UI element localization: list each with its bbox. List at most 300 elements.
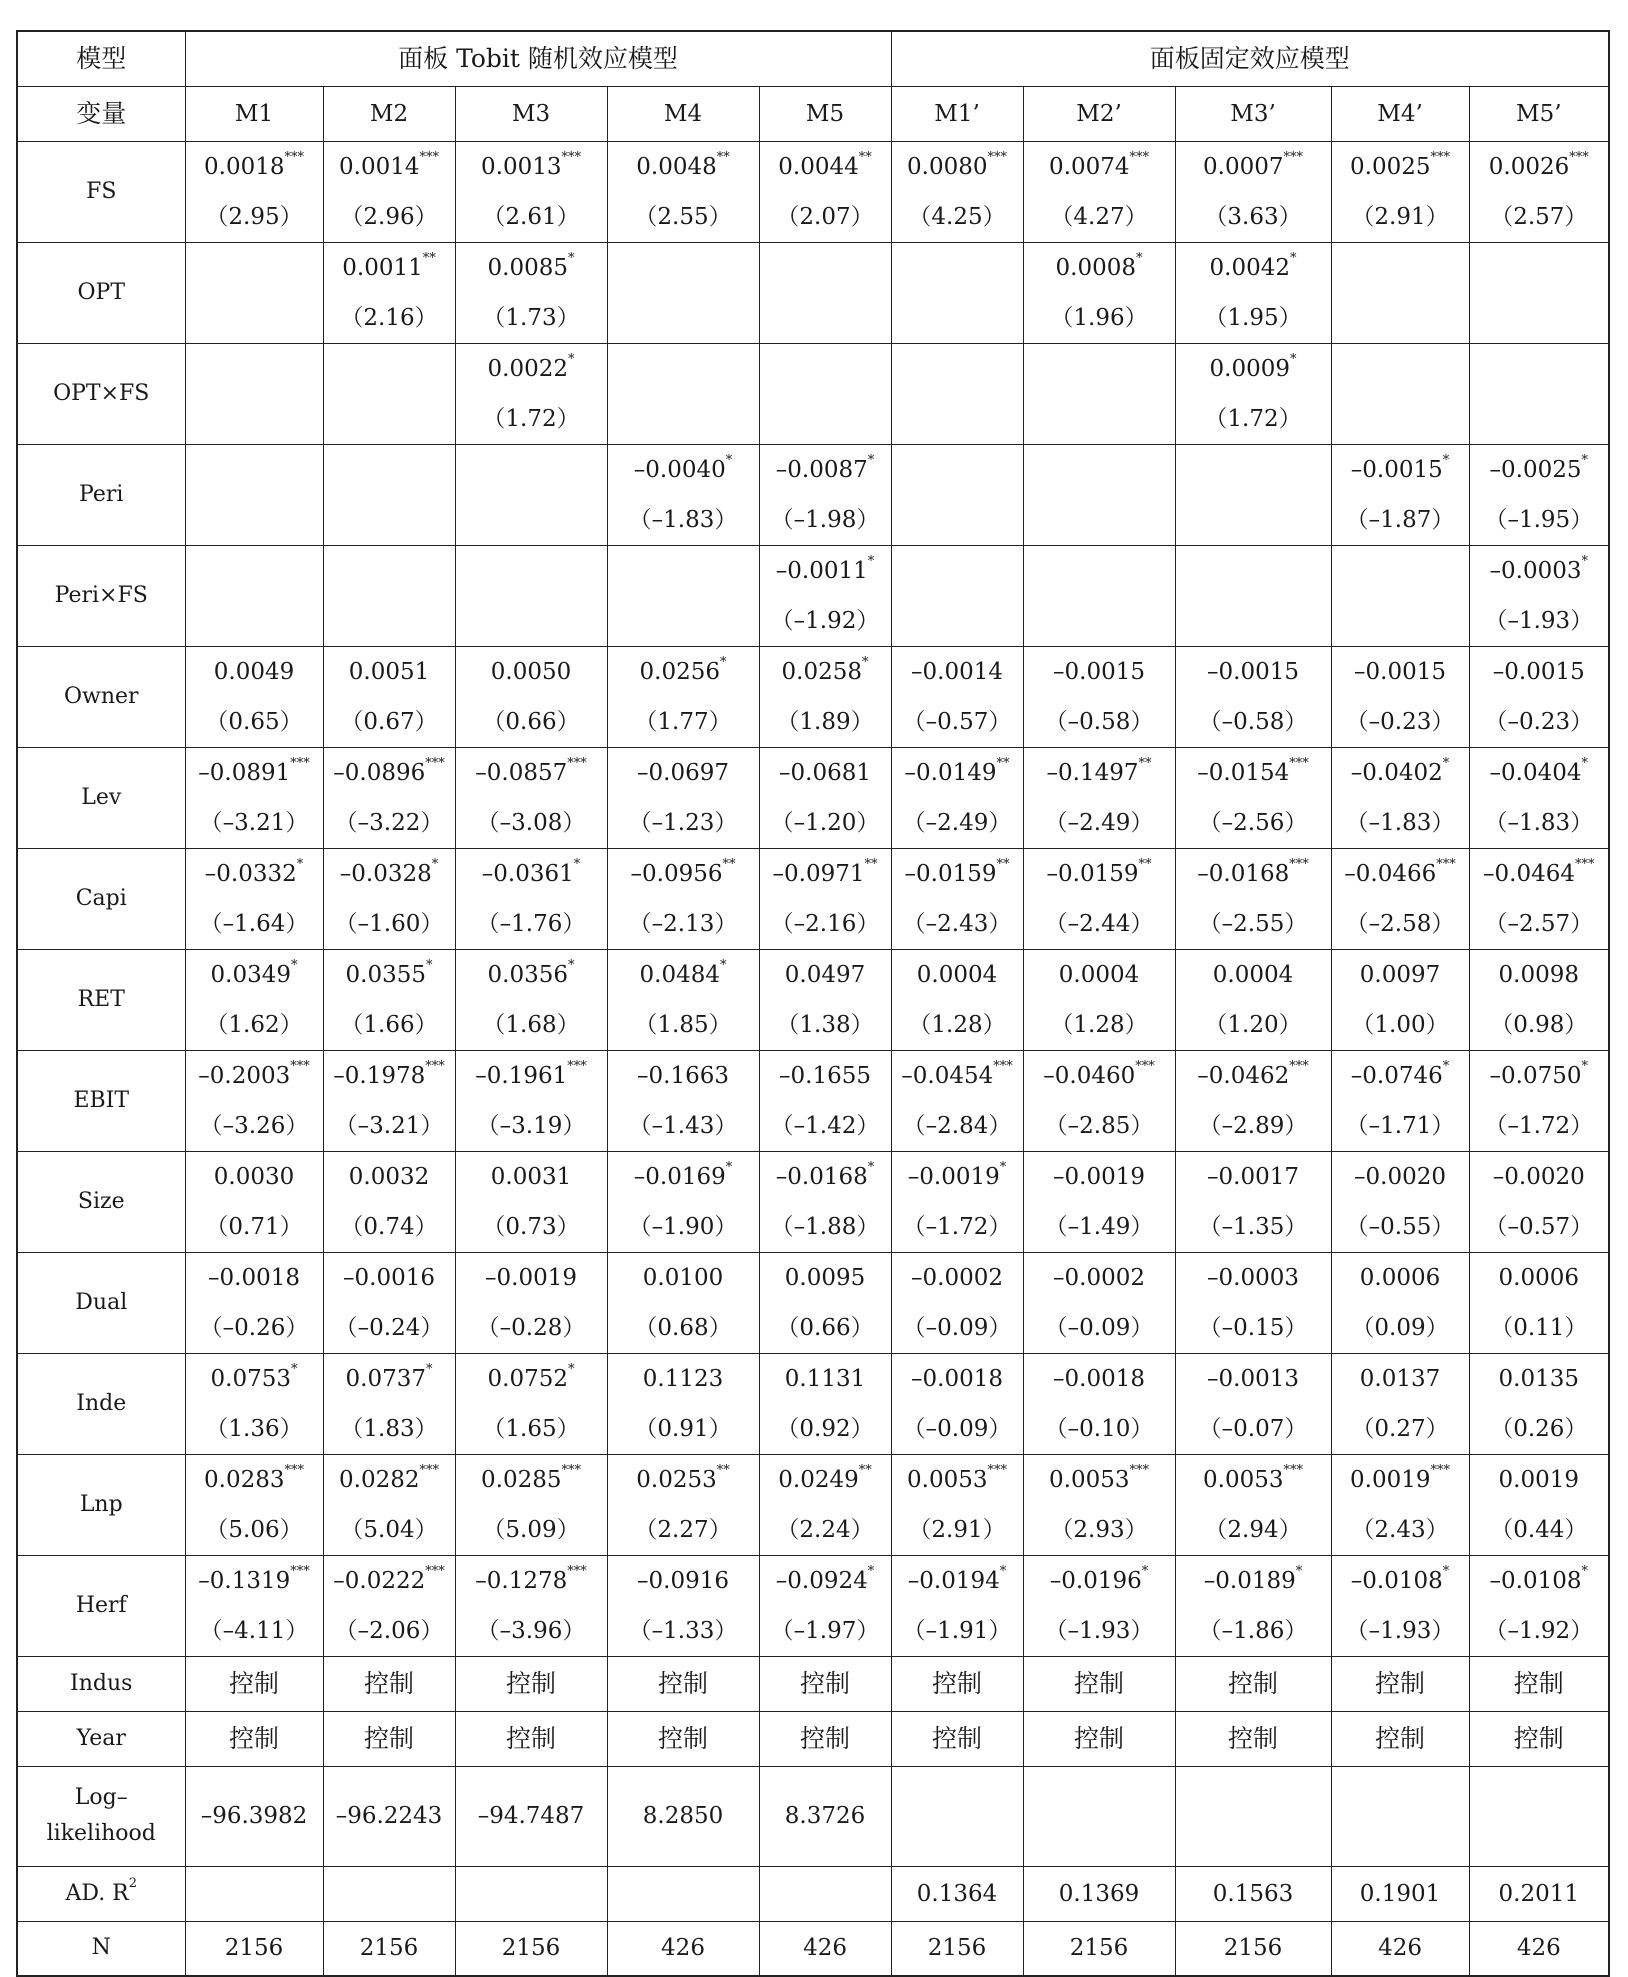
coefficient-value: –0.0015: [1350, 456, 1443, 483]
coefficient-value: –0.1663: [637, 1062, 729, 1089]
t-statistic: （–2.16）: [770, 910, 880, 937]
coefficient-value: –0.0017: [1207, 1163, 1300, 1190]
coefficient-cell: [455, 1353, 607, 1454]
coefficient-cell: [323, 444, 455, 545]
coefficient-cell: [323, 949, 455, 1050]
significance-stars: ***: [425, 1563, 445, 1579]
t-statistic: （2.16）: [340, 304, 438, 331]
coefficient-line: [456, 1455, 607, 1505]
t-statistic: （–1.60）: [334, 910, 444, 937]
stat-cell: –96.3982: [185, 1766, 323, 1866]
coefficient-cell: [607, 848, 759, 949]
t-statistic: （–1.20）: [770, 809, 880, 836]
model-column-header: M4: [607, 86, 759, 141]
t-statistic: （0.09）: [1351, 1314, 1449, 1341]
coefficient-value: 0.0048: [636, 153, 717, 180]
coefficient-cell: [607, 343, 759, 444]
coefficient-cell: [185, 545, 323, 646]
log-likelihood-row: [17, 1766, 1609, 1866]
t-statistic: （–1.83）: [628, 506, 738, 533]
coefficient-line: [324, 1556, 455, 1606]
coefficient-line: [186, 142, 323, 192]
coefficient-line: [456, 1556, 607, 1606]
t-statistic: （1.65）: [482, 1415, 580, 1442]
coefficient-value: 0.0285: [481, 1466, 562, 1493]
coefficient-value: –0.0857: [475, 759, 568, 786]
coefficient-cell: [1175, 646, 1331, 747]
coefficient-line: [1176, 344, 1331, 394]
significance-stars: *: [1581, 1563, 1589, 1579]
coefficient-line: [1332, 748, 1469, 798]
coefficient-value: –0.0154: [1197, 759, 1290, 786]
coefficient-line: [324, 647, 455, 697]
coefficient-value: –0.0681: [779, 759, 871, 786]
t-statistic: （2.95）: [205, 203, 303, 230]
t-statistic: （4.25）: [908, 203, 1006, 230]
t-statistic: （1.00）: [1351, 1011, 1449, 1038]
variable-name: Inde: [17, 1353, 185, 1454]
coefficient-cell: [759, 949, 891, 1050]
coefficient-cell: [185, 1555, 323, 1656]
coefficient-cell: [185, 1454, 323, 1555]
t-statistic: （–0.09）: [902, 1314, 1012, 1341]
t-statistic: （2.24）: [776, 1516, 874, 1543]
significance-stars: ***: [425, 1058, 445, 1074]
coefficient-value: –0.0019: [1053, 1163, 1146, 1190]
t-statistic: （–1.64）: [199, 910, 309, 937]
coefficient-value: 0.0006: [1359, 1264, 1441, 1291]
coefficient-cell: [455, 949, 607, 1050]
variable-row: [17, 1353, 1609, 1454]
t-statistic: （0.66）: [482, 708, 580, 735]
coefficient-line: [1332, 849, 1469, 899]
significance-stars: **: [722, 856, 736, 872]
t-statistic: （2.27）: [634, 1516, 732, 1543]
t-statistic: （2.55）: [634, 203, 732, 230]
t-statistic: （–2.84）: [902, 1112, 1012, 1139]
coefficient-cell: [323, 141, 455, 242]
coefficient-cell: [607, 1353, 759, 1454]
coefficient-value: 0.0753: [210, 1365, 291, 1392]
stat-cell: 控制: [185, 1656, 323, 1711]
coefficient-line: [186, 647, 323, 697]
coefficient-cell: [607, 242, 759, 343]
coefficient-value: –0.0019: [485, 1264, 577, 1291]
coefficient-cell: [607, 949, 759, 1050]
coefficient-value: –0.1319: [198, 1567, 291, 1594]
coefficient-cell: [1023, 1252, 1175, 1353]
significance-stars: *: [999, 1563, 1007, 1579]
coefficient-line: [1470, 849, 1609, 899]
coefficient-value: 0.1123: [642, 1365, 724, 1392]
coefficient-line: [1024, 1556, 1175, 1606]
significance-stars: *: [867, 452, 875, 468]
coefficient-value: 0.0249: [778, 1466, 859, 1493]
coefficient-value: –0.0328: [339, 860, 432, 887]
coefficient-line: [1024, 1354, 1175, 1404]
t-statistic: （2.43）: [1351, 1516, 1449, 1543]
t-statistic: （0.92）: [776, 1415, 874, 1442]
model-column-header: M1: [185, 86, 323, 141]
significance-stars: *: [867, 553, 875, 569]
coefficient-cell: [891, 242, 1023, 343]
coefficient-cell: [607, 141, 759, 242]
coefficient-cell: [1469, 1151, 1609, 1252]
coefficient-cell: [455, 141, 607, 242]
coefficient-line: [186, 1354, 323, 1404]
coefficient-cell: [1331, 1353, 1469, 1454]
t-statistic: （–0.58）: [1198, 708, 1308, 735]
coefficient-value: –0.0750: [1489, 1062, 1582, 1089]
stat-cell: 控制: [323, 1656, 455, 1711]
significance-stars: ***: [290, 1563, 310, 1579]
coefficient-line: [1176, 1455, 1331, 1505]
coefficient-value: –0.0896: [333, 759, 426, 786]
significance-stars: *: [296, 856, 304, 872]
t-statistic: （–3.96）: [476, 1617, 586, 1644]
stat-cell: [455, 1866, 607, 1921]
significance-stars: *: [425, 1361, 433, 1377]
variable-name: FS: [17, 141, 185, 242]
coefficient-value: –0.0108: [1489, 1567, 1582, 1594]
coefficient-line: [1332, 1556, 1469, 1606]
significance-stars: *: [1136, 250, 1143, 266]
coefficient-line: [1470, 142, 1609, 192]
stat-cell: [607, 1866, 759, 1921]
coefficient-cell: [1331, 747, 1469, 848]
t-statistic: （–4.11）: [199, 1617, 309, 1644]
significance-stars: *: [290, 1361, 298, 1377]
coefficient-value: –0.1961: [475, 1062, 568, 1089]
coefficient-value: –0.0891: [198, 759, 291, 786]
coefficient-line: [456, 1152, 607, 1202]
coefficient-cell: [185, 747, 323, 848]
coefficient-line: [760, 1556, 891, 1606]
coefficient-line: [760, 1253, 891, 1303]
t-statistic: （–1.95）: [1484, 506, 1594, 533]
coefficient-cell: [759, 545, 891, 646]
coefficient-line: [1024, 849, 1175, 899]
coefficient-line: [456, 142, 607, 192]
coefficient-cell: [607, 444, 759, 545]
coefficient-cell: [1023, 1050, 1175, 1151]
coefficient-value: –0.0168: [1197, 860, 1290, 887]
coefficient-cell: [1175, 747, 1331, 848]
coefficient-value: 0.0044: [778, 153, 859, 180]
coefficient-cell: [759, 343, 891, 444]
coefficient-line: [1024, 142, 1175, 192]
significance-stars: *: [567, 351, 575, 367]
coefficient-cell: [185, 646, 323, 747]
significance-stars: **: [996, 755, 1010, 771]
coefficient-value: –0.0018: [911, 1365, 1004, 1392]
coefficient-cell: [891, 1151, 1023, 1252]
coefficient-cell: [1469, 1353, 1609, 1454]
variable-name: Lev: [17, 747, 185, 848]
coefficient-line: [892, 1455, 1023, 1505]
significance-stars: *: [431, 856, 439, 872]
stat-cell: 8.2850: [607, 1766, 759, 1866]
variable-name: Peri×FS: [17, 545, 185, 646]
coefficient-cell: [455, 1050, 607, 1151]
coefficient-line: [760, 1051, 891, 1101]
coefficient-value: –0.0018: [1053, 1365, 1146, 1392]
coefficient-value: 0.0356: [487, 961, 568, 988]
coefficient-cell: [1469, 141, 1609, 242]
stat-cell: 0.2011: [1469, 1866, 1609, 1921]
coefficient-cell: [891, 646, 1023, 747]
stat-cell: 控制: [1331, 1656, 1469, 1711]
coefficient-line: [1332, 1152, 1469, 1202]
coefficient-cell: [455, 343, 607, 444]
adjusted-r-squared-label: [17, 1866, 185, 1921]
coefficient-cell: [455, 848, 607, 949]
coefficient-cell: [185, 343, 323, 444]
coefficient-line: [608, 1051, 759, 1101]
t-statistic: （–1.86）: [1198, 1617, 1308, 1644]
stat-cell: 控制: [607, 1656, 759, 1711]
coefficient-line: [608, 1253, 759, 1303]
significance-stars: **: [1138, 755, 1152, 771]
variable-name: Lnp: [17, 1454, 185, 1555]
adjusted-r-squared-row: [17, 1866, 1609, 1921]
t-statistic: （–1.97）: [770, 1617, 880, 1644]
t-statistic: （2.94）: [1204, 1516, 1302, 1543]
coefficient-value: 0.0095: [784, 1264, 866, 1291]
t-statistic: （0.66）: [776, 1314, 874, 1341]
coefficient-value: –0.0108: [1350, 1567, 1443, 1594]
tobit-model-header: 面板 Tobit 随机效应模型: [185, 31, 891, 86]
t-statistic: （0.74）: [340, 1213, 438, 1240]
coefficient-line: [892, 1556, 1023, 1606]
t-statistic: （2.61）: [482, 203, 580, 230]
significance-stars: ***: [987, 1462, 1008, 1478]
t-statistic: （2.57）: [1490, 203, 1588, 230]
coefficient-value: –0.0020: [1354, 1163, 1447, 1190]
model-column-header: M4’: [1331, 86, 1469, 141]
coefficient-value: –0.0916: [637, 1567, 729, 1594]
coefficient-cell: [1331, 1555, 1469, 1656]
significance-stars: *: [725, 452, 733, 468]
coefficient-value: 0.0014: [339, 153, 420, 180]
significance-stars: ***: [1289, 755, 1309, 771]
sample-size-label: N: [17, 1921, 185, 1976]
coefficient-line: [892, 1051, 1023, 1101]
control-variable-name: Year: [17, 1711, 185, 1766]
t-statistic: （–1.93）: [1484, 607, 1594, 634]
coefficient-line: [1024, 647, 1175, 697]
t-statistic: （–2.89）: [1198, 1112, 1308, 1139]
t-statistic: （1.28）: [908, 1011, 1006, 1038]
significance-stars: **: [858, 149, 872, 165]
coefficient-line: [324, 950, 455, 1000]
significance-stars: ***: [419, 149, 439, 165]
coefficient-line: [1470, 1354, 1609, 1404]
variable-row: [17, 1151, 1609, 1252]
stat-cell: 控制: [1469, 1711, 1609, 1766]
coefficient-line: [1470, 445, 1609, 495]
coefficient-cell: [1175, 242, 1331, 343]
variable-name: Size: [17, 1151, 185, 1252]
t-statistic: （1.62）: [205, 1011, 303, 1038]
coefficient-value: 0.0019: [1350, 1466, 1431, 1493]
t-statistic: （0.27）: [1351, 1415, 1449, 1442]
significance-stars: ***: [284, 1462, 304, 1478]
coefficient-cell: [607, 545, 759, 646]
coefficient-value: 0.0355: [345, 961, 426, 988]
coefficient-cell: [323, 242, 455, 343]
coefficient-value: –0.0018: [208, 1264, 300, 1291]
t-statistic: （0.73）: [482, 1213, 580, 1240]
coefficient-line: [760, 849, 891, 899]
t-statistic: （–0.10）: [1044, 1415, 1154, 1442]
coefficient-cell: [1023, 1454, 1175, 1555]
coefficient-line: [892, 950, 1023, 1000]
coefficient-line: [608, 950, 759, 1000]
coefficient-cell: [185, 1252, 323, 1353]
t-statistic: （0.26）: [1490, 1415, 1588, 1442]
t-statistic: （–0.28）: [476, 1314, 586, 1341]
coefficient-cell: [1023, 343, 1175, 444]
coefficient-cell: [891, 1050, 1023, 1151]
stat-cell: 控制: [1469, 1656, 1609, 1711]
coefficient-value: –0.0169: [633, 1163, 726, 1190]
coefficient-value: 0.0135: [1498, 1365, 1580, 1392]
coefficient-cell: [759, 1555, 891, 1656]
t-statistic: （–1.93）: [1345, 1617, 1455, 1644]
coefficient-cell: [1331, 848, 1469, 949]
stat-cell: 控制: [891, 1656, 1023, 1711]
coefficient-value: –0.0003: [1207, 1264, 1300, 1291]
t-statistic: （–0.57）: [902, 708, 1012, 735]
significance-stars: *: [719, 654, 727, 670]
stat-cell: [1023, 1766, 1175, 1866]
coefficient-line: [1332, 1455, 1469, 1505]
model-column-header: M3: [455, 86, 607, 141]
coefficient-cell: [185, 1050, 323, 1151]
coefficient-line: [760, 445, 891, 495]
coefficient-cell: [1023, 1151, 1175, 1252]
t-statistic: （–0.55）: [1345, 1213, 1455, 1240]
coefficient-cell: [1469, 646, 1609, 747]
coefficient-cell: [1175, 1353, 1331, 1454]
significance-stars: ***: [1135, 1058, 1155, 1074]
coefficient-value: –0.2003: [198, 1062, 291, 1089]
significance-stars: ***: [1289, 856, 1309, 872]
coefficient-value: –0.0015: [1207, 658, 1300, 685]
coefficient-line: [1470, 546, 1609, 596]
r-squared-superscript: 2: [128, 1876, 138, 1892]
significance-stars: ***: [561, 1462, 581, 1478]
model-column-header: M3’: [1175, 86, 1331, 141]
coefficient-cell: [1175, 1454, 1331, 1555]
coefficient-value: –0.0020: [1492, 1163, 1585, 1190]
coefficient-value: 0.0004: [916, 961, 998, 988]
t-statistic: （1.85）: [634, 1011, 732, 1038]
significance-stars: *: [1295, 1563, 1303, 1579]
coefficient-value: –0.1497: [1046, 759, 1139, 786]
coefficient-value: –0.0087: [775, 456, 868, 483]
coefficient-value: 0.0098: [1498, 961, 1580, 988]
coefficient-value: 0.0049: [213, 658, 295, 685]
header-row-variables: [17, 86, 1609, 141]
coefficient-line: [1024, 950, 1175, 1000]
variable-header-label: 变量: [17, 86, 185, 141]
coefficient-cell: [1331, 1050, 1469, 1151]
t-statistic: （–1.72）: [1484, 1112, 1594, 1139]
coefficient-cell: [1331, 1252, 1469, 1353]
t-statistic: （1.28）: [1050, 1011, 1148, 1038]
coefficient-line: [1470, 1253, 1609, 1303]
stat-cell: 426: [759, 1921, 891, 1976]
significance-stars: ***: [290, 1058, 310, 1074]
coefficient-line: [456, 344, 607, 394]
coefficient-cell: [455, 646, 607, 747]
t-statistic: （–2.57）: [1484, 910, 1594, 937]
stat-cell: 426: [1331, 1921, 1469, 1976]
t-statistic: （2.96）: [340, 203, 438, 230]
t-statistic: （3.63）: [1204, 203, 1302, 230]
t-statistic: （0.71）: [205, 1213, 303, 1240]
t-statistic: （–1.33）: [628, 1617, 738, 1644]
coefficient-line: [1332, 1051, 1469, 1101]
coefficient-line: [186, 849, 323, 899]
variable-name: RET: [17, 949, 185, 1050]
coefficient-line: [1024, 748, 1175, 798]
coefficient-cell: [323, 848, 455, 949]
coefficient-line: [760, 647, 891, 697]
significance-stars: ***: [993, 1058, 1013, 1074]
coefficient-value: 0.0030: [213, 1163, 295, 1190]
coefficient-value: –0.0971: [772, 860, 865, 887]
coefficient-cell: [323, 1252, 455, 1353]
coefficient-value: –0.0040: [633, 456, 726, 483]
stat-cell: 2156: [323, 1921, 455, 1976]
coefficient-line: [1176, 1051, 1331, 1101]
stat-cell: 426: [1469, 1921, 1609, 1976]
stat-cell: 控制: [1023, 1711, 1175, 1766]
coefficient-cell: [607, 646, 759, 747]
variable-row: [17, 1555, 1609, 1656]
coefficient-cell: [891, 848, 1023, 949]
coefficient-line: [456, 1253, 607, 1303]
t-statistic: （–1.23）: [628, 809, 738, 836]
coefficient-cell: [1469, 1555, 1609, 1656]
coefficient-line: [1332, 445, 1469, 495]
coefficient-line: [608, 1556, 759, 1606]
significance-stars: *: [867, 1563, 875, 1579]
coefficient-line: [760, 748, 891, 798]
coefficient-cell: [891, 545, 1023, 646]
coefficient-line: [608, 445, 759, 495]
stat-cell: 控制: [891, 1711, 1023, 1766]
model-column-header: M5’: [1469, 86, 1609, 141]
coefficient-cell: [1175, 444, 1331, 545]
t-statistic: （0.91）: [634, 1415, 732, 1442]
variable-row: [17, 141, 1609, 242]
coefficient-cell: [1469, 1050, 1609, 1151]
log-likelihood-label-line2: likelihood: [46, 1821, 156, 1846]
coefficient-cell: [607, 747, 759, 848]
coefficient-value: –0.0466: [1344, 860, 1437, 887]
variable-name: Capi: [17, 848, 185, 949]
significance-stars: *: [567, 1361, 575, 1377]
t-statistic: （2.91）: [1351, 203, 1449, 230]
sample-size-row: [17, 1921, 1609, 1976]
t-statistic: （–0.23）: [1484, 708, 1594, 735]
coefficient-cell: [1175, 1555, 1331, 1656]
t-statistic: （–0.58）: [1044, 708, 1154, 735]
